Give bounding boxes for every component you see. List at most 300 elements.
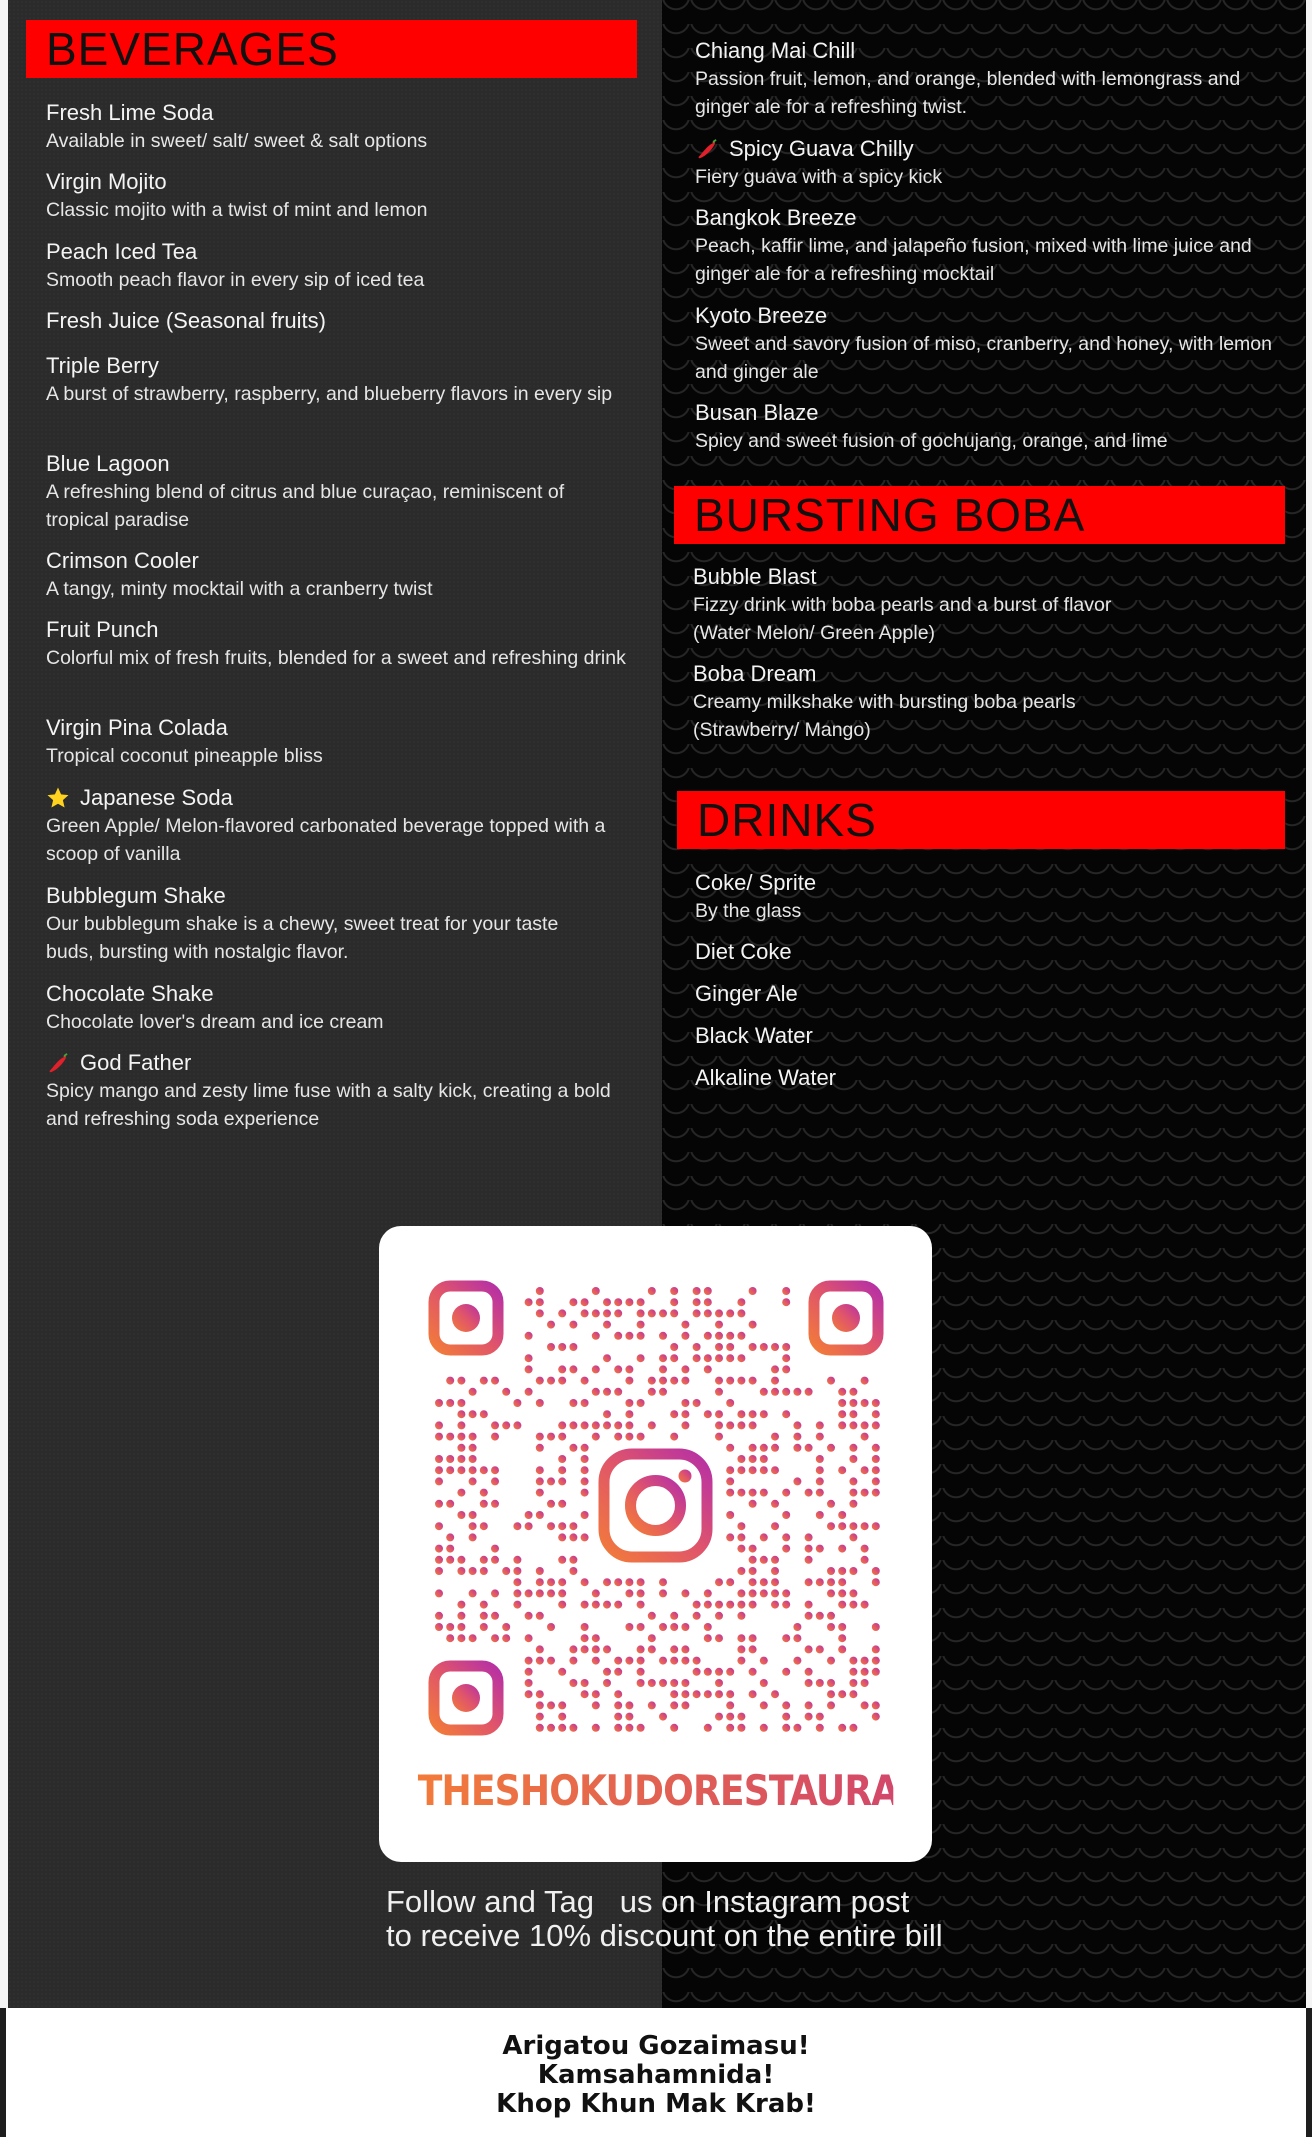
qr-module: [536, 1466, 544, 1474]
qr-module: [827, 1578, 835, 1586]
qr-module: [502, 1388, 510, 1396]
qr-module: [659, 1365, 667, 1373]
qr-module: [827, 1701, 835, 1709]
qr-module: [513, 1399, 521, 1407]
qr-module: [457, 1601, 465, 1609]
qr-module: [625, 1410, 633, 1418]
qr-module: [536, 1477, 544, 1485]
qr-module: [536, 1724, 544, 1732]
qr-module: [625, 1578, 633, 1586]
item-name: Chiang Mai Chill: [695, 38, 856, 63]
qr-module: [749, 1545, 757, 1553]
menu-item: [695, 1022, 813, 1050]
qr-module: [849, 1668, 857, 1676]
qr-module: [592, 1589, 600, 1597]
qr-module: [547, 1623, 555, 1631]
qr-module: [480, 1623, 488, 1631]
qr-module: [849, 1657, 857, 1665]
qr-module: [715, 1388, 723, 1396]
qr-module: [457, 1421, 465, 1429]
qr-module: [670, 1623, 678, 1631]
qr-module: [715, 1668, 723, 1676]
item-name-text: Spicy Guava Chilly: [729, 136, 914, 161]
qr-module: [693, 1343, 701, 1351]
qr-module: [816, 1433, 824, 1441]
qr-module: [737, 1410, 745, 1418]
qr-module: [558, 1724, 566, 1732]
qr-module: [558, 1589, 566, 1597]
qr-module: [536, 1399, 544, 1407]
qr-module: [547, 1477, 555, 1485]
menu-item: [46, 238, 424, 294]
qr-module: [782, 1533, 790, 1541]
qr-module: [782, 1713, 790, 1721]
qr-module: [872, 1421, 880, 1429]
qr-module: [827, 1500, 835, 1508]
qr-module: [525, 1634, 533, 1642]
qr-module: [446, 1455, 454, 1463]
qr-module: [737, 1354, 745, 1362]
qr-module: [648, 1634, 656, 1642]
qr-module: [435, 1623, 443, 1631]
qr-module: [715, 1433, 723, 1441]
qr-module: [569, 1365, 577, 1373]
item-description: Creamy milkshake with bursting boba pearls (Strawberry/ Mango): [693, 691, 1076, 741]
item-description: Peach, kaffir lime, and jalapeño fusion, mixed with lime juice and ginger ale for a refreshing mocktail: [695, 235, 1252, 285]
qr-module: [502, 1634, 510, 1642]
qr-module: [805, 1668, 813, 1676]
qr-module: [726, 1701, 734, 1709]
qr-module: [525, 1690, 533, 1698]
item-description: Passion fruit, lemon, and orange, blended with lemongrass and ginger ale for a refreshing twist.: [695, 68, 1241, 118]
qr-module: [625, 1421, 633, 1429]
qr-module: [726, 1332, 734, 1340]
qr-module: [480, 1601, 488, 1609]
qr-module: [838, 1589, 846, 1597]
qr-module: [749, 1466, 757, 1474]
qr-module: [614, 1433, 622, 1441]
qr-module: [457, 1567, 465, 1575]
qr-module: [592, 1365, 600, 1373]
qr-module: [558, 1522, 566, 1530]
item-name: Coke/ Sprite: [695, 870, 817, 895]
qr-module: [816, 1578, 824, 1586]
qr-module: [827, 1679, 835, 1687]
qr-module: [469, 1455, 477, 1463]
qr-module: [827, 1657, 835, 1665]
item-description: By the glass: [695, 900, 802, 922]
qr-module: [681, 1410, 689, 1418]
qr-module: [737, 1612, 745, 1620]
qr-module: [838, 1724, 846, 1732]
qr-module: [737, 1645, 745, 1653]
qr-module: [637, 1298, 645, 1306]
menu-item: [46, 99, 427, 155]
qr-module: [603, 1645, 611, 1653]
qr-module: [659, 1657, 667, 1665]
item-name: Chocolate Shake: [46, 981, 214, 1006]
qr-module: [603, 1578, 611, 1586]
qr-module: [614, 1701, 622, 1709]
qr-module: [849, 1444, 857, 1452]
qr-module: [637, 1668, 645, 1676]
qr-module: [670, 1701, 678, 1709]
qr-module: [771, 1578, 779, 1586]
qr-module: [637, 1578, 645, 1586]
item-description: Colorful mix of fresh fruits, blended for a sweet and refreshing drink: [46, 647, 626, 669]
thank-you-footer: [6, 2008, 1306, 2137]
qr-module: [457, 1466, 465, 1474]
item-description: A tangy, minty mocktail with a cranberry twist: [46, 578, 433, 600]
qr-module: [704, 1690, 712, 1698]
item-description: A refreshing blend of citrus and blue curaçao, reminiscent of tropical paradise: [46, 481, 565, 531]
item-name: Diet Coke: [695, 939, 792, 964]
qr-module: [805, 1533, 813, 1541]
qr-module: [569, 1533, 577, 1541]
qr-module: [581, 1455, 589, 1463]
qr-module: [726, 1578, 734, 1586]
qr-module: [536, 1612, 544, 1620]
qr-module: [749, 1377, 757, 1385]
qr-module: [581, 1298, 589, 1306]
thank-you-korean: Kamsahamnida!: [537, 2060, 775, 2090]
qr-module: [782, 1354, 790, 1362]
qr-module: [760, 1410, 768, 1418]
qr-module: [737, 1657, 745, 1665]
qr-module: [547, 1657, 555, 1665]
qr-module: [457, 1511, 465, 1519]
qr-module: [670, 1343, 678, 1351]
qr-module: [704, 1601, 712, 1609]
qr-module: [648, 1287, 656, 1295]
qr-module: [827, 1567, 835, 1575]
qr-module: [861, 1421, 869, 1429]
qr-module: [648, 1612, 656, 1620]
qr-module: [737, 1634, 745, 1642]
menu-item: [693, 660, 1113, 744]
qr-module: [614, 1578, 622, 1586]
qr-module: [793, 1477, 801, 1485]
qr-module: [659, 1332, 667, 1340]
qr-module: [749, 1444, 757, 1452]
qr-module: [805, 1645, 813, 1653]
qr-module: [771, 1343, 779, 1351]
qr-module: [816, 1724, 824, 1732]
qr-module: [726, 1377, 734, 1385]
qr-module: [760, 1444, 768, 1452]
boba-header: [674, 486, 1285, 544]
qr-module: [513, 1522, 521, 1530]
chili-icon: [695, 137, 719, 161]
qr-module: [637, 1589, 645, 1597]
menu-item: [46, 352, 616, 408]
qr-module: [693, 1309, 701, 1317]
qr-module: [771, 1444, 779, 1452]
qr-module: [637, 1601, 645, 1609]
qr-module: [726, 1421, 734, 1429]
qr-module: [659, 1354, 667, 1362]
qr-module: [782, 1388, 790, 1396]
qr-module: [737, 1545, 745, 1553]
qr-module: [872, 1489, 880, 1497]
qr-module: [760, 1724, 768, 1732]
qr-module: [491, 1500, 499, 1508]
menu-item: [695, 204, 1275, 288]
qr-module: [670, 1612, 678, 1620]
qr-module: [491, 1421, 499, 1429]
qr-module: [838, 1388, 846, 1396]
qr-module: [715, 1679, 723, 1687]
qr-module: [648, 1377, 656, 1385]
qr-module: [816, 1545, 824, 1553]
qr-module: [816, 1645, 824, 1653]
qr-module: [625, 1377, 633, 1385]
qr-module: [805, 1713, 813, 1721]
qr-module: [737, 1489, 745, 1497]
qr-module: [849, 1567, 857, 1575]
menu-item: [46, 307, 326, 335]
qr-module: [726, 1533, 734, 1541]
qr-module: [760, 1533, 768, 1541]
qr-module: [760, 1701, 768, 1709]
qr-module: [749, 1634, 757, 1642]
item-name: [46, 1049, 616, 1077]
qr-module: [681, 1701, 689, 1709]
qr-module: [625, 1589, 633, 1597]
qr-module: [625, 1724, 633, 1732]
qr-module: [726, 1477, 734, 1485]
qr-module: [749, 1489, 757, 1497]
qr-module: [838, 1690, 846, 1698]
qr-module: [771, 1365, 779, 1373]
qr-module: [536, 1690, 544, 1698]
qr-module: [782, 1298, 790, 1306]
qr-module: [849, 1421, 857, 1429]
qr-module: [592, 1645, 600, 1653]
qr-module: [625, 1332, 633, 1340]
qr-module: [457, 1399, 465, 1407]
qr-module: [648, 1645, 656, 1653]
qr-module: [749, 1578, 757, 1586]
qr-module: [625, 1657, 633, 1665]
qr-module: [457, 1377, 465, 1385]
qr-module: [648, 1421, 656, 1429]
qr-module: [715, 1690, 723, 1698]
qr-module: [558, 1578, 566, 1586]
qr-module: [771, 1500, 779, 1508]
qr-module: [536, 1489, 544, 1497]
qr-module: [681, 1679, 689, 1687]
item-name: Virgin Pina Colada: [46, 715, 228, 740]
qr-module: [849, 1679, 857, 1687]
thank-you-japanese: Arigatou Gozaimasu!: [502, 2031, 810, 2061]
qr-module: [760, 1679, 768, 1687]
qr-module: [536, 1567, 544, 1575]
qr-module: [838, 1601, 846, 1609]
qr-module: [569, 1556, 577, 1564]
qr-module: [614, 1332, 622, 1340]
qr-module: [513, 1556, 521, 1564]
qr-module: [805, 1388, 813, 1396]
qr-module: [637, 1354, 645, 1362]
qr-module: [614, 1657, 622, 1665]
item-name: Fresh Juice (Seasonal fruits): [46, 308, 326, 333]
menu-item: [46, 168, 427, 224]
qr-module: [547, 1578, 555, 1586]
qr-module: [693, 1298, 701, 1306]
qr-module: [446, 1433, 454, 1441]
qr-module: [558, 1433, 566, 1441]
qr-module: [872, 1567, 880, 1575]
qr-module: [816, 1679, 824, 1687]
qr-module: [737, 1298, 745, 1306]
qr-module: [726, 1668, 734, 1676]
qr-module: [637, 1645, 645, 1653]
qr-module: [592, 1332, 600, 1340]
qr-module: [861, 1668, 869, 1676]
qr-module: [446, 1623, 454, 1631]
qr-module: [581, 1679, 589, 1687]
instagram-handle: THESHOKUDORESTAURANT: [417, 1766, 952, 1815]
item-description: Fizzy drink with boba pearls and a burst of flavor (Water Melon/ Green Apple): [693, 594, 1112, 644]
qr-module: [749, 1410, 757, 1418]
qr-module: [637, 1657, 645, 1665]
qr-module: [749, 1500, 757, 1508]
qr-module: [536, 1433, 544, 1441]
qr-module: [581, 1489, 589, 1497]
qr-module: [816, 1612, 824, 1620]
qr-module: [872, 1477, 880, 1485]
star-icon: [46, 786, 70, 810]
drinks-title: DRINKS: [697, 794, 877, 846]
qr-module: [446, 1545, 454, 1553]
qr-module: [704, 1410, 712, 1418]
qr-module: [827, 1623, 835, 1631]
qr-module: [861, 1399, 869, 1407]
qr-module: [749, 1645, 757, 1653]
qr-module: [659, 1388, 667, 1396]
qr-module: [816, 1489, 824, 1497]
qr-module: [525, 1388, 533, 1396]
instagram-qr-card[interactable]: [379, 1226, 952, 1862]
qr-module: [838, 1421, 846, 1429]
chili-icon: [46, 1051, 70, 1075]
qr-module: [771, 1466, 779, 1474]
qr-module: [715, 1634, 723, 1642]
qr-module: [502, 1623, 510, 1631]
qr-module: [681, 1690, 689, 1698]
qr-module: [693, 1354, 701, 1362]
qr-module: [457, 1433, 465, 1441]
qr-module: [861, 1545, 869, 1553]
qr-module: [704, 1623, 712, 1631]
qr-module: [435, 1522, 443, 1530]
qr-module: [849, 1522, 857, 1530]
qr-module: [737, 1309, 745, 1317]
menu-item: [695, 869, 816, 925]
qr-module: [827, 1522, 835, 1530]
qr-module: [670, 1690, 678, 1698]
qr-module: [569, 1343, 577, 1351]
menu-item: [695, 135, 942, 191]
qr-module: [558, 1343, 566, 1351]
qr-module: [693, 1287, 701, 1295]
qr-module: [457, 1612, 465, 1620]
qr-module: [760, 1466, 768, 1474]
qr-module: [760, 1657, 768, 1665]
item-name: Busan Blaze: [695, 400, 819, 425]
qr-module: [816, 1477, 824, 1485]
qr-module: [760, 1489, 768, 1497]
qr-module: [435, 1433, 443, 1441]
qr-module: [558, 1713, 566, 1721]
menu-item: [693, 563, 1143, 647]
qr-module: [581, 1623, 589, 1631]
qr-module: [435, 1455, 443, 1463]
qr-module: [872, 1668, 880, 1676]
item-name: Boba Dream: [693, 661, 817, 686]
qr-module: [872, 1410, 880, 1418]
item-name: Crimson Cooler: [46, 548, 199, 573]
item-name: Alkaline Water: [695, 1065, 837, 1090]
qr-module: [737, 1567, 745, 1575]
qr-module: [782, 1545, 790, 1553]
qr-module: [681, 1623, 689, 1631]
qr-module: [872, 1466, 880, 1474]
qr-module: [581, 1578, 589, 1586]
qr-module: [435, 1556, 443, 1564]
qr-module: [715, 1332, 723, 1340]
qr-module: [457, 1444, 465, 1452]
qr-module: [726, 1399, 734, 1407]
menu-item: [46, 1049, 616, 1133]
qr-module: [760, 1455, 768, 1463]
qr-module: [793, 1421, 801, 1429]
qr-module: [681, 1645, 689, 1653]
qr-module: [547, 1343, 555, 1351]
qr-module: [469, 1433, 477, 1441]
item-name-text: God Father: [80, 1050, 192, 1075]
qr-module: [637, 1309, 645, 1317]
qr-module: [558, 1668, 566, 1676]
qr-module: [704, 1724, 712, 1732]
qr-module: [872, 1444, 880, 1452]
qr-module: [805, 1444, 813, 1452]
qr-module: [569, 1679, 577, 1687]
qr-module: [849, 1399, 857, 1407]
qr-module: [525, 1522, 533, 1530]
qr-module: [782, 1410, 790, 1418]
qr-module: [614, 1388, 622, 1396]
qr-module: [558, 1365, 566, 1373]
qr-module: [827, 1690, 835, 1698]
qr-module: [469, 1634, 477, 1642]
qr-module: [861, 1657, 869, 1665]
qr-module: [805, 1489, 813, 1497]
qr-module: [749, 1601, 757, 1609]
qr-module: [603, 1679, 611, 1687]
qr-module: [558, 1377, 566, 1385]
qr-module: [525, 1365, 533, 1373]
qr-module: [614, 1668, 622, 1676]
qr-module: [849, 1477, 857, 1485]
qr-module: [816, 1511, 824, 1519]
qr-module: [715, 1410, 723, 1418]
qr-module: [838, 1410, 846, 1418]
qr-module: [569, 1522, 577, 1530]
qr-module: [659, 1679, 667, 1687]
item-name: Peach Iced Tea: [46, 239, 198, 264]
